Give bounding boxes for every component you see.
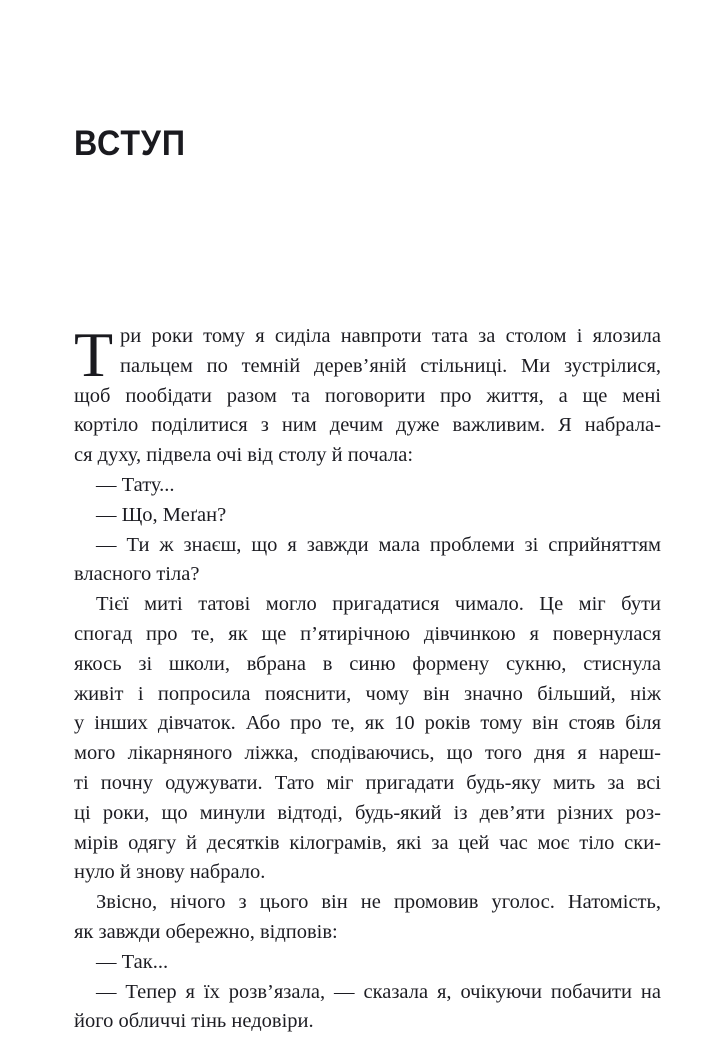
text-line: живіт і попросила пояснити, чому він значно більший, ніж bbox=[74, 682, 661, 705]
text-line: Звісно, нічого з цього він не промовив уголос. Натомість, bbox=[96, 891, 661, 914]
text-line: кортіло поділитися з ним дечим дуже важливим. Я набрала- bbox=[74, 414, 661, 437]
text-line: Тієї миті татові могло пригадатися чимало. Це міг бути bbox=[96, 593, 661, 616]
chapter-title: ВСТУП bbox=[74, 124, 186, 163]
text-line: — Тату... bbox=[96, 473, 175, 496]
text-line: ці роки, що минули відтоді, будь-який із дев’яти різних роз- bbox=[74, 801, 661, 824]
text-line: якось зі школи, вбрана в синю формену сукню, стиснула bbox=[74, 652, 661, 675]
text-line: — Що, Меґан? bbox=[96, 503, 227, 526]
text-line: ри роки тому я сиділа навпроти тата за столом і ялозила bbox=[120, 325, 661, 347]
text-line: спогад про те, як ще п’ятирічною дівчинкою я повернулася bbox=[74, 622, 661, 645]
body-text bbox=[74, 319, 661, 1037]
text-line: мірів одягу й десятків кілограмів, які за цей час моє тіло ски- bbox=[74, 831, 661, 854]
text-line: нуло й знову набрало. bbox=[74, 861, 266, 884]
text-line: його обличчі тінь недовіри. bbox=[74, 1010, 314, 1033]
text-line: — Тепер я їх розв’язала, — сказала я, очікуючи побачити на bbox=[96, 980, 661, 1003]
text-line: щоб пообідати разом та поговорити про життя, а ще мені bbox=[74, 384, 661, 407]
drop-cap: Т bbox=[74, 319, 114, 390]
text-line: мого лікарняного ліжка, сподіваючись, що того дня я нареш- bbox=[74, 742, 661, 765]
text-line: ся духу, підвела очі від столу й почала: bbox=[74, 444, 414, 467]
text-line: у інших дівчаток. Або про те, як 10 років тому він стояв біля bbox=[74, 712, 661, 735]
text-line: як завжди обережно, відповів: bbox=[74, 920, 338, 943]
text-line: пальцем по темній дерев’яній стільниці. Ми зустрілися, bbox=[120, 354, 661, 377]
text-line: власного тіла? bbox=[74, 563, 200, 586]
text-line: ті почну одужувати. Тато міг пригадати будь-яку мить за всі bbox=[74, 771, 661, 794]
text-line: — Так... bbox=[96, 950, 169, 973]
text-line: — Ти ж знаєш, що я завжди мала проблеми зі сприйняттям bbox=[96, 533, 661, 556]
